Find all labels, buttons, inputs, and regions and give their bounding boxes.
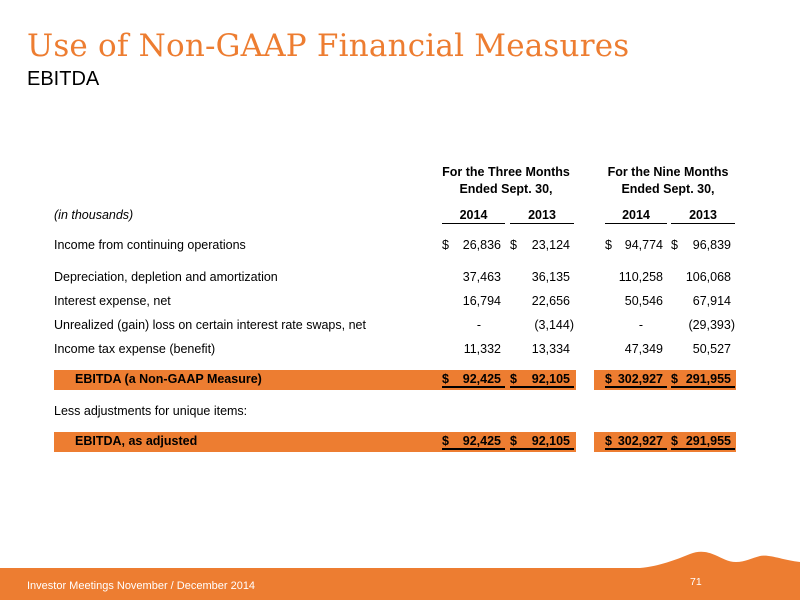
value-text: 94,774 bbox=[624, 238, 663, 252]
table-row-income bbox=[54, 236, 736, 256]
value-text: 23,124 bbox=[531, 238, 570, 252]
header-nine-months-line1: For the Nine Months bbox=[607, 165, 729, 179]
currency-symbol: $ bbox=[442, 434, 449, 448]
value-cell bbox=[510, 342, 574, 358]
table-row-swaps bbox=[54, 316, 736, 336]
value-cell bbox=[510, 318, 574, 334]
page-subtitle: EBITDA bbox=[27, 68, 100, 90]
value-text: 13,334 bbox=[531, 342, 570, 356]
value-text: 106,068 bbox=[685, 270, 731, 284]
adjustments-label: Less adjustments for unique items: bbox=[54, 404, 248, 418]
currency-symbol: $ bbox=[671, 372, 678, 386]
value-cell bbox=[605, 372, 667, 388]
year-col-4-text: 2013 bbox=[689, 208, 717, 222]
value-text: (3,144) bbox=[534, 318, 574, 332]
row-label: Interest expense, net bbox=[54, 294, 171, 308]
row-label: Income tax expense (benefit) bbox=[54, 342, 216, 356]
year-header-row bbox=[54, 206, 736, 226]
row-label: Depreciation, depletion and amortization bbox=[54, 270, 278, 284]
value-cell bbox=[510, 270, 574, 286]
currency-symbol: $ bbox=[510, 372, 517, 386]
value-cell bbox=[510, 238, 574, 254]
row-label: Income from continuing operations bbox=[54, 238, 246, 252]
value-cell bbox=[605, 270, 667, 286]
value-cell bbox=[671, 270, 735, 286]
year-col-4 bbox=[671, 208, 735, 224]
table-row-interest bbox=[54, 292, 736, 312]
year-col-1-text: 2014 bbox=[459, 208, 488, 222]
table-row-depreciation bbox=[54, 268, 736, 288]
value-text: 50,546 bbox=[624, 294, 663, 308]
value-text: 37,463 bbox=[462, 270, 501, 284]
value-text: 92,425 bbox=[462, 434, 501, 448]
currency-symbol: $ bbox=[605, 434, 612, 448]
currency-symbol: $ bbox=[442, 372, 449, 386]
value-text: - bbox=[638, 318, 643, 332]
value-cell bbox=[671, 238, 735, 254]
ebitda-adjusted-label: EBITDA, as adjusted bbox=[75, 434, 198, 448]
page-number: 71 bbox=[690, 576, 702, 588]
currency-symbol: $ bbox=[442, 238, 449, 252]
value-text: 110,258 bbox=[618, 270, 663, 284]
column-gap bbox=[576, 370, 594, 392]
year-col-2 bbox=[510, 208, 574, 224]
value-text: 11,332 bbox=[463, 342, 501, 356]
value-text: 302,927 bbox=[617, 372, 663, 386]
value-text: 36,135 bbox=[531, 270, 570, 284]
value-text: 26,836 bbox=[462, 238, 501, 252]
year-col-1 bbox=[442, 208, 505, 224]
value-text: 67,914 bbox=[692, 294, 731, 308]
value-text: 22,656 bbox=[531, 294, 570, 308]
ebitda-adjusted-row bbox=[54, 432, 736, 452]
value-cell bbox=[442, 238, 505, 254]
row-label: Unrealized (gain) loss on certain interest rate swaps, net bbox=[54, 318, 366, 332]
footer-bar bbox=[0, 568, 800, 600]
value-cell bbox=[442, 372, 505, 388]
value-cell bbox=[510, 434, 574, 450]
value-cell bbox=[605, 434, 667, 450]
value-text: - bbox=[476, 318, 481, 332]
value-text: 291,955 bbox=[685, 372, 731, 386]
value-text: 50,527 bbox=[692, 342, 731, 356]
value-text: 92,105 bbox=[531, 434, 570, 448]
value-cell bbox=[671, 372, 735, 388]
value-text: 92,105 bbox=[531, 372, 570, 386]
header-three-months-line1: For the Three Months bbox=[442, 165, 570, 179]
currency-symbol: $ bbox=[510, 434, 517, 448]
value-cell bbox=[442, 342, 505, 358]
value-text: 302,927 bbox=[617, 434, 663, 448]
currency-symbol: $ bbox=[671, 238, 678, 252]
value-cell bbox=[442, 434, 505, 450]
header-nine-months bbox=[596, 164, 740, 198]
currency-symbol: $ bbox=[510, 238, 517, 252]
header-three-months-line2: Ended Sept. 30, bbox=[459, 182, 553, 196]
currency-symbol: $ bbox=[605, 238, 612, 252]
value-cell bbox=[442, 294, 505, 310]
value-cell bbox=[510, 294, 574, 310]
currency-symbol: $ bbox=[605, 372, 612, 386]
year-col-3 bbox=[605, 208, 667, 224]
value-cell bbox=[605, 318, 667, 334]
unit-label: (in thousands) bbox=[54, 208, 134, 222]
value-text: 291,955 bbox=[685, 434, 731, 448]
value-cell bbox=[671, 294, 735, 310]
column-gap bbox=[576, 432, 594, 454]
ebitda-label: EBITDA (a Non-GAAP Measure) bbox=[75, 372, 262, 386]
year-col-2-text: 2013 bbox=[528, 208, 556, 222]
value-text: 47,349 bbox=[624, 342, 663, 356]
footer-text: Investor Meetings November / December 2014 bbox=[27, 580, 256, 592]
value-text: 96,839 bbox=[692, 238, 731, 252]
value-cell bbox=[671, 318, 735, 334]
page-title: Use of Non-GAAP Financial Measures bbox=[27, 28, 630, 64]
value-text: (29,393) bbox=[688, 318, 735, 332]
header-nine-months-line2: Ended Sept. 30, bbox=[621, 182, 715, 196]
value-cell bbox=[442, 270, 505, 286]
header-three-months bbox=[434, 164, 578, 198]
value-cell bbox=[442, 318, 505, 334]
value-text: 16,794 bbox=[462, 294, 501, 308]
value-text: 92,425 bbox=[462, 372, 501, 386]
currency-symbol: $ bbox=[671, 434, 678, 448]
value-cell bbox=[605, 238, 667, 254]
value-cell bbox=[671, 434, 735, 450]
ebitda-row bbox=[54, 370, 736, 390]
table-row-tax bbox=[54, 340, 736, 360]
value-cell bbox=[605, 294, 667, 310]
footer-mountain-graphic bbox=[0, 540, 800, 570]
value-cell bbox=[605, 342, 667, 358]
value-cell bbox=[671, 342, 735, 358]
year-col-3-text: 2014 bbox=[622, 208, 650, 222]
adjustments-row bbox=[54, 402, 736, 422]
value-cell bbox=[510, 372, 574, 388]
